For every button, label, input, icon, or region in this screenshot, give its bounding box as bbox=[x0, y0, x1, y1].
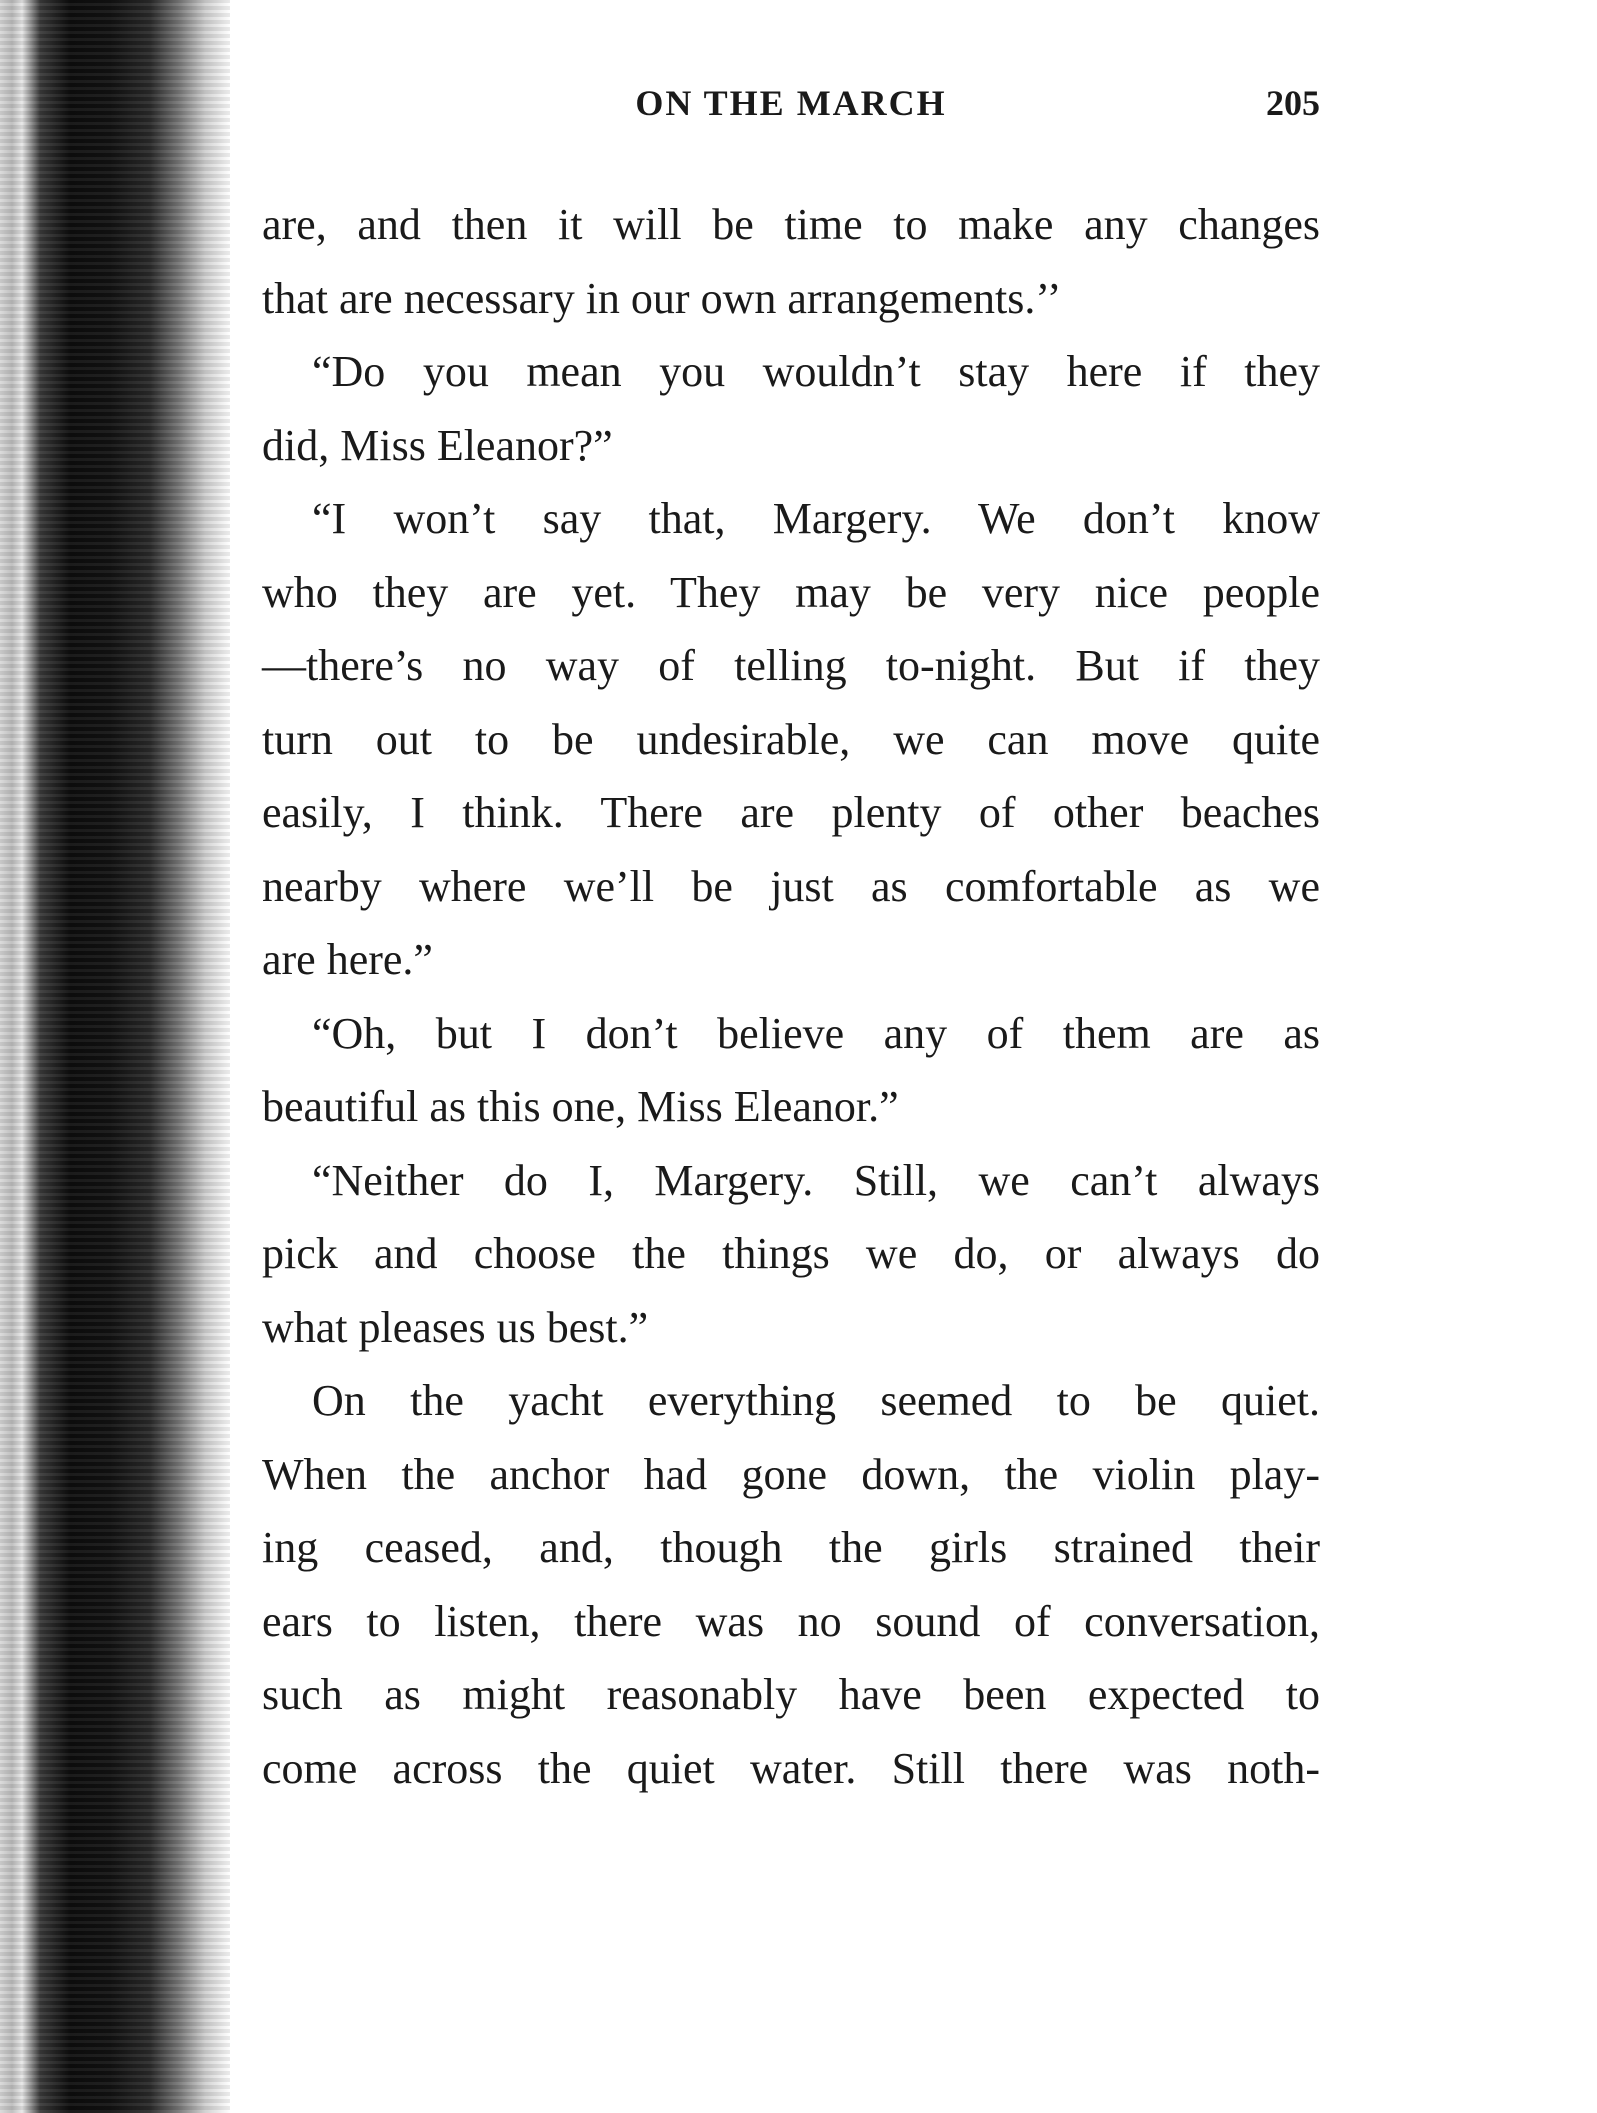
text-line: nearby where we’ll be just as comfortable as we bbox=[262, 861, 1320, 911]
text-line: “Do you mean you wouldn’t stay here if they bbox=[312, 347, 1320, 396]
text-line: ing ceased, and, though the girls strained their bbox=[262, 1523, 1320, 1572]
text-line: beautiful as this one, Miss Eleanor.” bbox=[262, 1082, 899, 1131]
body-text bbox=[262, 188, 1320, 1805]
text-line: such as might reasonably have been expected to bbox=[262, 1670, 1320, 1719]
text-line: pick and choose the things we do, or always do bbox=[262, 1229, 1320, 1278]
text-line: “Neither do I, Margery. Still, we can’t always bbox=[312, 1155, 1320, 1205]
text-line: “Oh, but I don’t believe any of them are as bbox=[312, 1008, 1320, 1058]
text-line: easily, I think. There are plenty of other beaches bbox=[262, 788, 1320, 837]
text-line: are, and then it will be time to make any changes bbox=[262, 200, 1320, 249]
text-line: When the anchor had gone down, the violin play- bbox=[262, 1449, 1320, 1499]
running-title: ON THE MARCH bbox=[635, 83, 947, 123]
running-head bbox=[262, 82, 1320, 132]
text-line: what pleases us best.” bbox=[262, 1302, 649, 1352]
page-number: 205 bbox=[1266, 83, 1320, 123]
text-line: On the yacht everything seemed to be quiet. bbox=[312, 1376, 1320, 1425]
text-line: turn out to be undesirable, we can move quite bbox=[262, 714, 1320, 764]
text-line: did, Miss Eleanor?” bbox=[262, 420, 613, 470]
text-line: who they are yet. They may be very nice people bbox=[262, 567, 1320, 617]
text-line: ears to listen, there was no sound of conversation, bbox=[262, 1596, 1320, 1646]
text-line: “I won’t say that, Margery. We don’t know bbox=[312, 494, 1320, 543]
text-line: —there’s no way of telling to-night. But if they bbox=[262, 641, 1320, 690]
scanned-binding-edge bbox=[0, 0, 230, 2113]
text-line: come across the quiet water. Still there was noth- bbox=[262, 1743, 1320, 1793]
text-line: that are necessary in our own arrangements.’’ bbox=[262, 273, 1062, 323]
text-line: are here.” bbox=[262, 935, 433, 984]
